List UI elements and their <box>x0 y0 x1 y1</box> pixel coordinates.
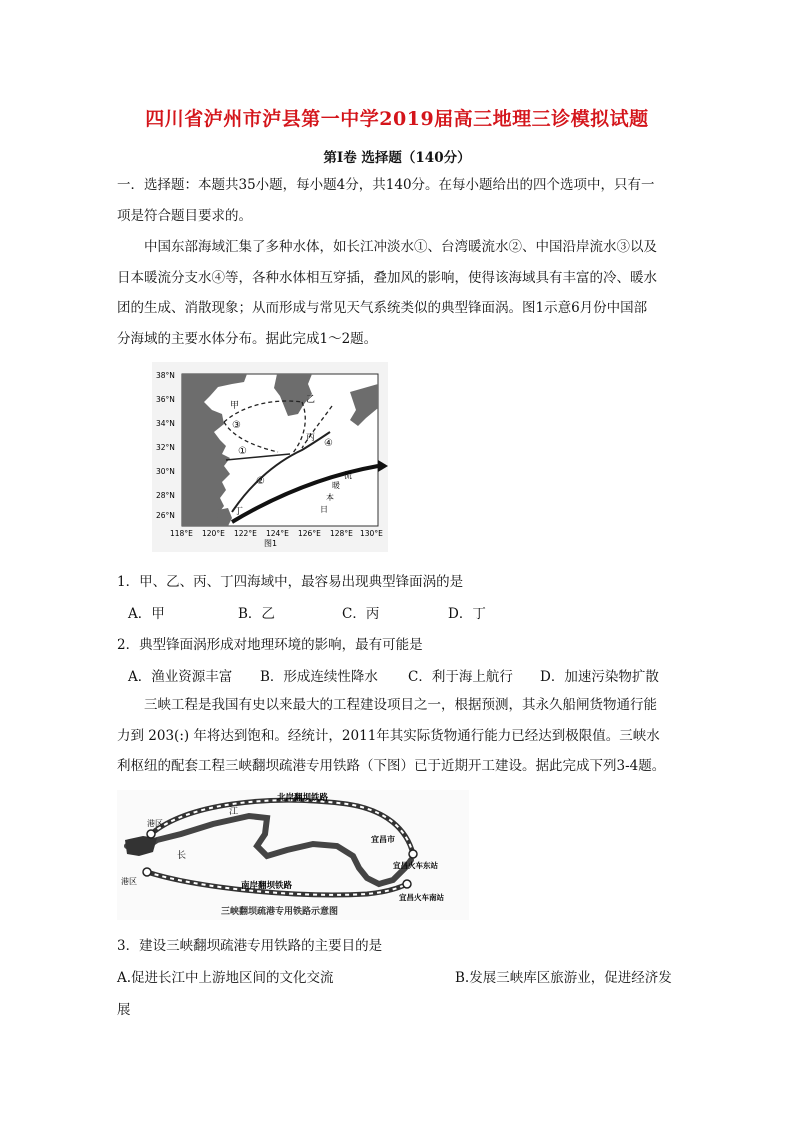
lon-label: 122°E <box>234 529 257 538</box>
lat-label: 30°N <box>156 467 175 476</box>
region-label-jia: 甲 <box>230 401 240 411</box>
passage-line: 分海域的主要水体分布。据此完成1～2题。 <box>117 330 378 347</box>
passage-line: 中国东部海域汇集了多种水体，如长江冲淡水①、台湾暖流水②、中国沿岸流水③以及 <box>144 239 657 255</box>
port-label-lower: 港区 <box>121 877 137 886</box>
instruction-line: 项是符合题目要求的。 <box>117 207 252 224</box>
lon-label: 120°E <box>202 529 225 538</box>
lat-label: 26°N <box>156 511 175 520</box>
question-2-stem: 2．典型锋面涡形成对地理环境的影响，最有可能是 <box>117 637 423 653</box>
lon-label: 118°E <box>170 529 193 538</box>
water-label-1: ① <box>238 446 247 457</box>
option-d[interactable]: D．加速污染物扩散 <box>540 669 659 685</box>
kuroshio-char: 流 <box>344 471 352 480</box>
lat-label: 34°N <box>156 419 175 428</box>
option-b[interactable]: B．形成连续性降水 <box>260 669 378 685</box>
question-3-stem: 3．建设三峡翻坝疏港专用铁路的主要目的是 <box>117 938 383 954</box>
sea-map-svg <box>152 362 388 552</box>
port-label-upper: 港区 <box>147 819 163 828</box>
passage-line: 团的生成、消散现象；从而形成与常见天气系统类似的典型锋面涡。图1示意6月份中国部 <box>117 300 648 316</box>
passage-line: 利枢纽的配套工程三峡翻坝疏港专用铁路（下图）已于近期开工建设。据此完成下列3-4题。 <box>117 758 666 774</box>
railway-map-svg <box>117 790 469 920</box>
section-instructions <box>117 170 682 231</box>
instruction-line: 一．选择题：本题共35小题，每小题4分，共140分。在每小题给出的四个选项中，只有一 <box>117 177 655 193</box>
option-b[interactable]: B．乙 <box>238 606 275 622</box>
lat-label: 28°N <box>156 491 175 500</box>
passage-line: 力到 203(:) 年将达到饱和。经统计，2011年其实际货物通行能力已经达到极限值。三峡水 <box>117 727 660 744</box>
passage-line: 日本暖流分支水④等，各种水体相互穿插，叠加风的影响，使得该海域具有丰富的冷、暖水 <box>117 269 657 286</box>
lat-label: 32°N <box>156 443 175 452</box>
north-railway-label: 北岸翻坝铁路 <box>277 793 329 803</box>
option-a[interactable]: A.促进长江中上游地区间的文化交流 <box>117 970 334 986</box>
river-char: 长 <box>177 851 187 861</box>
lon-label: 126°E <box>298 529 321 538</box>
option-a[interactable]: A．甲 <box>128 606 165 622</box>
lon-label: 124°E <box>266 529 289 538</box>
option-a[interactable]: A．渔业资源丰富 <box>128 669 233 685</box>
city-label: 宜昌市 <box>371 835 395 844</box>
option-d[interactable]: D．丁 <box>448 606 486 622</box>
section-title: 第Ⅰ卷 选择题（140分） <box>323 150 471 166</box>
figure-2-caption: 三峡翻坝疏港专用铁路示意图 <box>221 907 339 917</box>
region-label-yi: 乙 <box>306 395 316 405</box>
lat-label: 36°N <box>156 395 175 404</box>
option-b[interactable]: B.发展三峡库区旅游业，促进经济发 <box>455 970 672 986</box>
east-station-label: 宜昌火车东站 <box>393 861 438 870</box>
south-station-label: 宜昌火车南站 <box>399 893 444 902</box>
figure-1-map <box>152 362 388 552</box>
kuroshio-char: 日 <box>320 505 328 514</box>
option-c[interactable]: C．丙 <box>342 606 380 622</box>
lon-label: 130°E <box>360 529 383 538</box>
passage-2 <box>117 690 682 782</box>
passage-line: 三峡工程是我国有史以来最大的工程建设项目之一，根据预测，其永久船闸货物通行能 <box>144 697 657 713</box>
page-title: 四川省泸州市泸县第一中学2019届高三地理三诊模拟试题 <box>145 108 649 130</box>
question-1-options <box>0 602 794 622</box>
passage-1 <box>117 232 682 354</box>
question-1-stem: 1．甲、乙、丙、丁四海域中，最容易出现典型锋面涡的是 <box>117 574 464 590</box>
water-label-4: ④ <box>324 438 333 449</box>
river-char: 江 <box>229 807 239 817</box>
lat-label: 38°N <box>156 371 175 380</box>
kuroshio-char: 本 <box>326 493 334 502</box>
water-label-3: ③ <box>232 420 241 431</box>
kuroshio-char: 暖 <box>332 481 340 490</box>
south-railway-label: 南岸翻坝铁路 <box>241 881 293 891</box>
figure-1-caption: 图1 <box>264 539 278 548</box>
figure-2-railway-map <box>117 790 469 920</box>
region-label-ding: 丁 <box>234 507 244 517</box>
region-label-bing: 丙 <box>306 433 316 443</box>
water-label-2: ② <box>256 476 265 487</box>
lon-label: 128°E <box>330 529 353 538</box>
option-c[interactable]: C．利于海上航行 <box>408 669 513 685</box>
question-2-options <box>0 665 794 685</box>
option-b-continued: 展 <box>117 1002 131 1018</box>
